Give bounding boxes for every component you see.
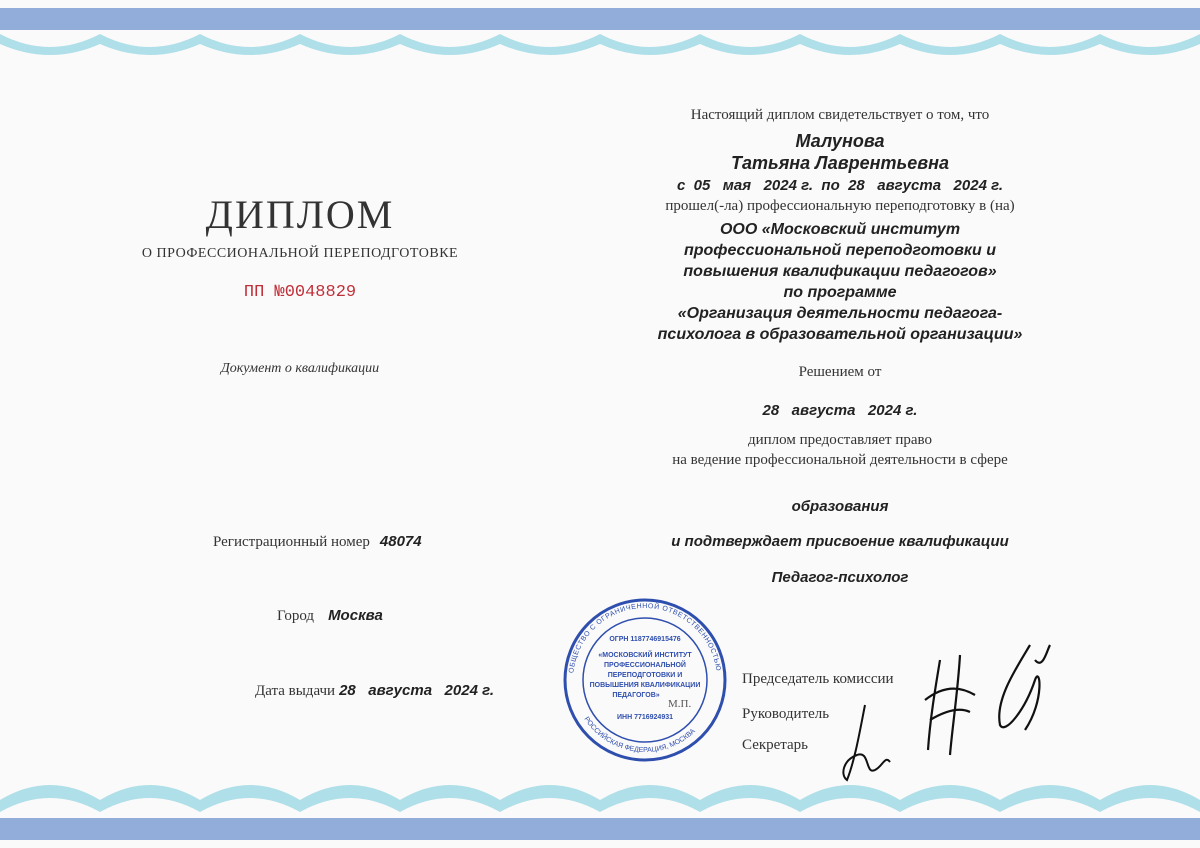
diploma-number: ПП №0048829 <box>243 283 357 302</box>
signature-head-icon <box>985 640 1055 740</box>
date-label: Дата выдачи <box>255 683 336 699</box>
program-line: «Организация деятельности педагога- <box>677 305 1003 322</box>
intro-text: Настоящий диплом свидетельствует о том, что <box>690 107 990 123</box>
stamp-ogrn: ОГРН 1187746915476 <box>609 636 681 643</box>
reg-label: Регистрационный номер <box>213 534 370 550</box>
stamp-outer-text: ОБЩЕСТВО С ОГРАНИЧЕННОЙ ОТВЕТСТВЕННОСТЬЮ <box>568 602 722 674</box>
org-line: повышения квалификации педагогов» <box>683 263 997 280</box>
chair-label: Председатель комиссии <box>742 671 894 687</box>
program-label: по программе <box>783 284 897 301</box>
given-names: Татьяна Лаврентьевна <box>731 153 949 173</box>
diploma-title: ДИПЛОМ <box>205 192 395 237</box>
decorative-bottom-border <box>0 770 1200 848</box>
signature-secretary-icon <box>835 700 895 790</box>
stamp-inn: ИНН 7716924931 <box>616 714 674 721</box>
decorative-top-border <box>0 0 1200 60</box>
rights-line: на ведение профессиональной деятельности в сфере <box>672 452 1008 468</box>
confirms-text: и подтверждает присвоение квалификации <box>671 533 1009 550</box>
diploma-subtitle: О ПРОФЕССИОНАЛЬНОЙ ПЕРЕПОДГОТОВКЕ <box>141 246 459 261</box>
signature-chair-icon <box>920 650 980 760</box>
date-value: 28 августа 2024 г. <box>339 682 495 699</box>
secretary-label: Секретарь <box>742 737 809 753</box>
organization-stamp <box>560 585 730 775</box>
surname: Малунова <box>795 131 885 151</box>
qualification: Педагог-психолог <box>771 569 909 586</box>
training-period: с 05 мая 2024 г. по 28 августа 2024 г. <box>676 177 1004 194</box>
rights-line: диплом предоставляет право <box>747 432 933 448</box>
org-line: ООО «Московский институт <box>719 221 961 238</box>
document-type: Документ о квалификации <box>220 361 380 376</box>
decision-date: 28 августа 2024 г. <box>762 402 918 419</box>
issue-date <box>255 682 494 700</box>
city-label: Город <box>277 608 315 624</box>
rights-text <box>580 430 1100 470</box>
passed-text: прошел(-ла) профессиональную переподготовку в (на) <box>665 198 1015 214</box>
city-value: Москва <box>328 607 383 624</box>
city <box>277 607 383 625</box>
head-label: Руководитель <box>742 706 830 722</box>
stamp-line: ПЕРЕПОДГОТОВКИ И <box>607 672 683 679</box>
sphere: образования <box>791 498 889 515</box>
stamp-line: ПОВЫШЕНИЯ КВАЛИФИКАЦИИ <box>589 682 701 689</box>
registration-number <box>213 533 422 551</box>
stamp-bottom-text: РОССИЙСКАЯ ФЕДЕРАЦИЯ, МОСКВА <box>582 715 697 755</box>
program-line: психолога в образовательной организации» <box>657 326 1023 343</box>
stamp-line: «МОСКОВСКИЙ ИНСТИТУТ <box>598 652 692 659</box>
stamp-line: ПРОФЕССИОНАЛЬНОЙ <box>604 662 686 669</box>
org-line: профессиональной переподготовки и <box>683 242 997 259</box>
reg-value: 48074 <box>379 533 422 550</box>
stamp-line: ПЕДАГОГОВ» <box>612 692 660 699</box>
stamp-initials: М.П. <box>668 698 692 710</box>
decision-label: Решением от <box>798 364 882 380</box>
organization <box>580 219 1100 345</box>
